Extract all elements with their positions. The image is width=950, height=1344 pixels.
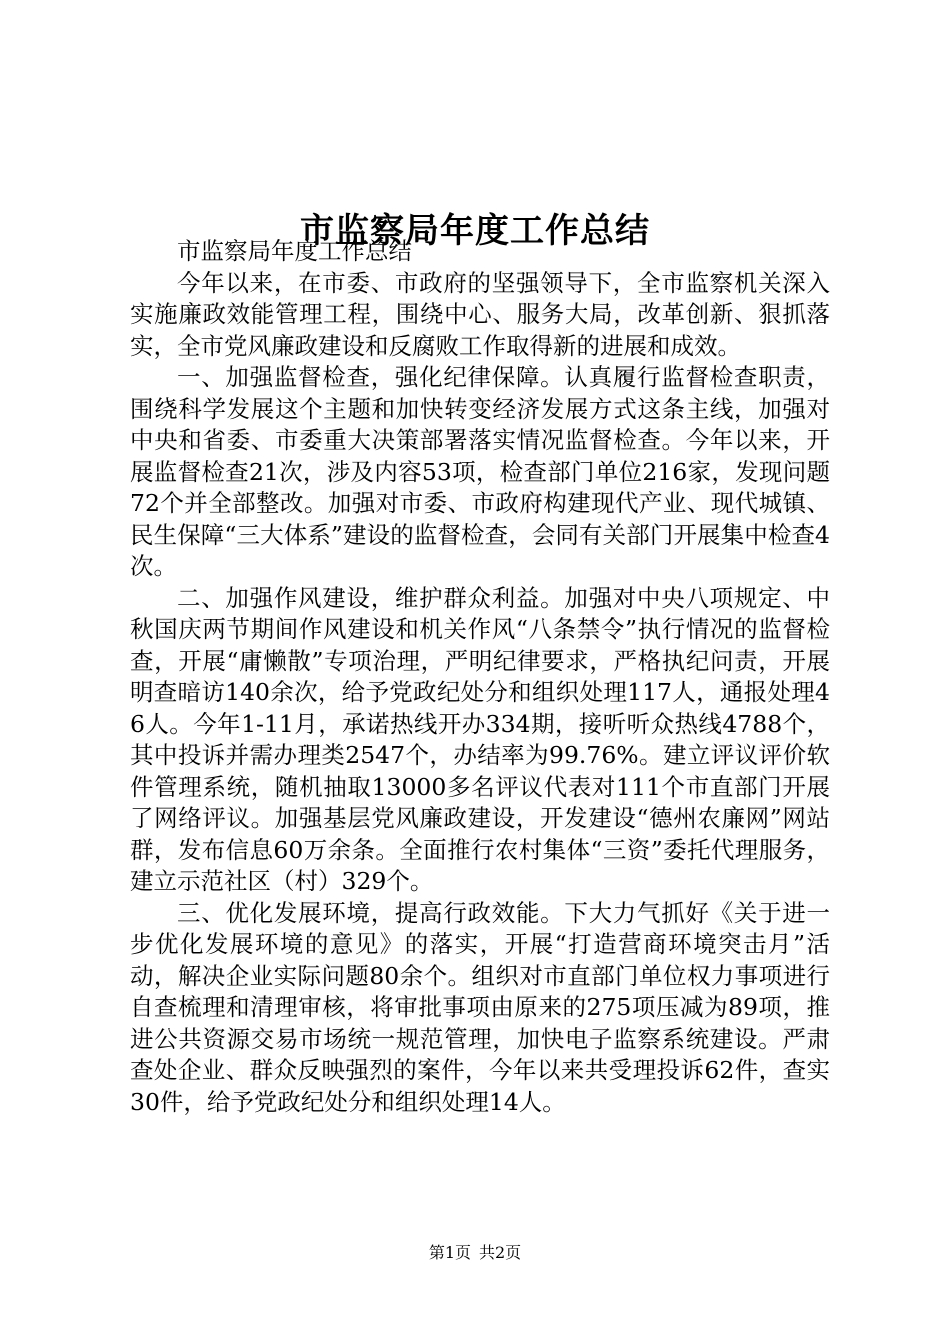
section-1-paragraph: 一、加强监督检查，强化纪律保障。认真履行监督检查职责，围绕科学发展这个主题和加快转变经济发展方式这条主线，加强对中央和省委、市委重大决策部署落实情况监督检查。今年以来，开展监督检查21次，涉及内容53项，检查部门单位216家，发现问题72个并全部整改。加强对市委、市政府构建现代产业、现代城镇、民生保障“三大体系”建设的监督检查，会同有关部门开展集中检查4次。 [130,363,830,580]
document-title: 市监察局年度工作总结 [300,210,650,251]
page-footer [0,1243,950,1263]
document-body [130,236,830,1118]
section-2-paragraph: 二、加强作风建设，维护群众利益。加强对中央八项规定、中秋国庆两节期间作风建设和机关作风“八条禁令”执行情况的监督检查，开展“庸懒散”专项治理，严明纪律要求，严格执纪问责，开展明查暗访140余次，给予党政纪处分和组织处理117人，通报处理46人。今年1-11月，承诺热线开办334期，接听听众热线4788个，其中投诉并需办理类2547个，办结率为99.76%。建立评议评价软件管理系统，随机抽取13000多名评议代表对111个市直部门开展了网络评议。加强基层党风廉政建设，开发建设“德州农廉网”网站群，发布信息60万余条。全面推行农村集体“三资”委托代理服务，建立示范社区（村）329个。 [130,583,830,895]
page-total: 共2页 [479,1243,522,1262]
section-3-paragraph: 三、优化发展环境，提高行政效能。下大力气抓好《关于进一步优化发展环境的意见》的落实，开展“打造营商环境突击月”活动，解决企业实际问题80余个。组织对市直部门单位权力事项进行自查梳理和清理审核，将审批事项由原来的275项压减为89项，推进公共资源交易市场统一规范管理，加快电子监察系统建设。严肃查处企业、群众反映强烈的案件，今年以来共受理投诉62件，查实30件，给予党政纪处分和组织处理14人。 [130,898,830,1116]
subtitle-paragraph: 市监察局年度工作总结 [177,237,412,265]
page-number: 第1页 [428,1243,471,1262]
intro-paragraph: 今年以来，在市委、市政府的坚强领导下，全市监察机关深入实施廉政效能管理工程，围绕中心、服务大局，改革创新、狠抓落实，全市党风廉政建设和反腐败工作取得新的进展和成效。 [130,268,830,360]
